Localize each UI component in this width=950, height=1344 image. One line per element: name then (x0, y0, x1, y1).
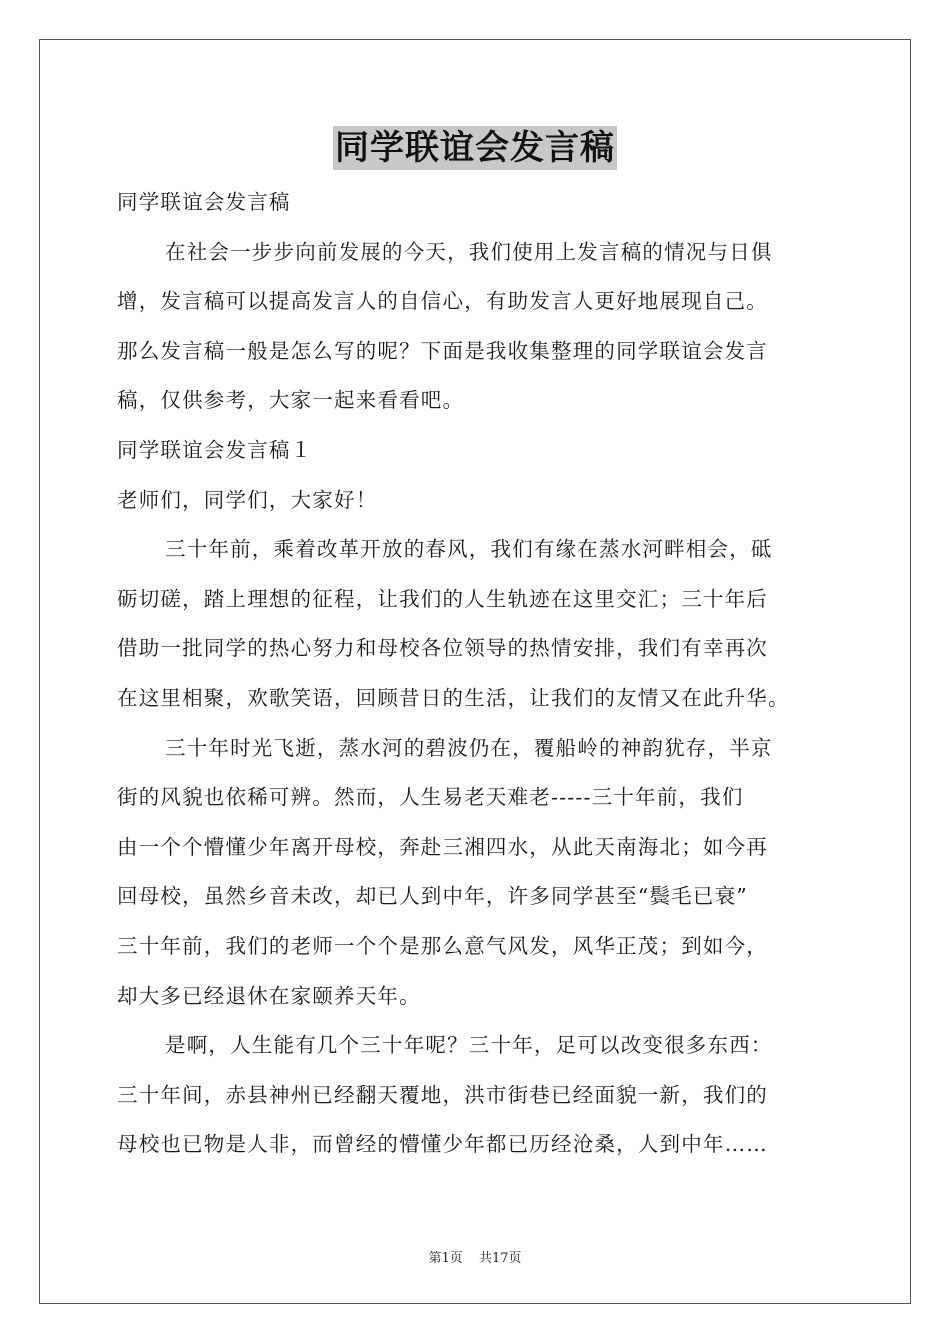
text-line: 同学联谊会发言稿１ (117, 437, 313, 462)
page-number: 第1页 (428, 1251, 463, 1266)
text-line: 由一个个懵懂少年离开母校，奔赴三湘四水，从此天南海北；如今再 (117, 834, 768, 859)
text-line: 三十年前，乘着改革开放的春风，我们有缘在蒸水河畔相会，砥 (165, 537, 773, 562)
text-line: 三十年前，我们的老师一个个是那么意气风发，风华正茂；到如今， (117, 933, 768, 958)
document-body (117, 178, 862, 1170)
text-line: 三十年间，赤县神州已经翻天覆地，洪市街巷已经面貌一新，我们的 (117, 1082, 768, 1107)
text-line: 稿，仅供参考，大家一起来看看吧。 (117, 388, 465, 413)
document-title: 同学联谊会发言稿 (335, 128, 615, 168)
text-line: 同学联谊会发言稿 (117, 190, 291, 214)
text-line: 老师们，同学们，大家好！ (117, 487, 378, 512)
text-line: 却大多已经退休在家颐养天年。 (117, 983, 421, 1008)
text-line: 借助一批同学的热心努力和母校各位领导的热情安排，我们有幸再次 (117, 636, 768, 661)
text-line: 三十年时光飞逝，蒸水河的碧波仍在，覆船岭的神韵犹存，半京 (165, 735, 773, 760)
text-line: 在这里相聚，欢歌笑语，回顾昔日的生活，让我们的友情又在此升华。 (117, 685, 790, 710)
text-line: 回母校，虽然乡音未改，却已人到中年，许多同学甚至“鬓毛已衰” (117, 884, 748, 909)
text-line: 母校也已物是人非，而曾经的懵懂少年都已历经沧桑，人到中年…… (117, 1132, 768, 1157)
text-line: 砺切磋，踏上理想的征程，让我们的人生轨迹在这里交汇；三十年后 (117, 586, 768, 611)
text-line: 街的风貌也依稀可辨。然而，人生易老天难老-----三十年前，我们 (117, 785, 744, 810)
page-footer (0, 1247, 950, 1266)
title-container (0, 126, 950, 170)
text-line: 那么发言稿一般是怎么写的呢？下面是我收集整理的同学联谊会发言 (117, 338, 768, 363)
page-total: 共17页 (478, 1251, 522, 1266)
text-line: 增，发言稿可以提高发言人的自信心，有助发言人更好地展现自己。 (117, 289, 768, 314)
text-line: 是啊，人生能有几个三十年呢？三十年，足可以改变很多东西： (165, 1033, 773, 1058)
text-line: 在社会一步步向前发展的今天，我们使用上发言稿的情况与日俱 (165, 239, 773, 264)
